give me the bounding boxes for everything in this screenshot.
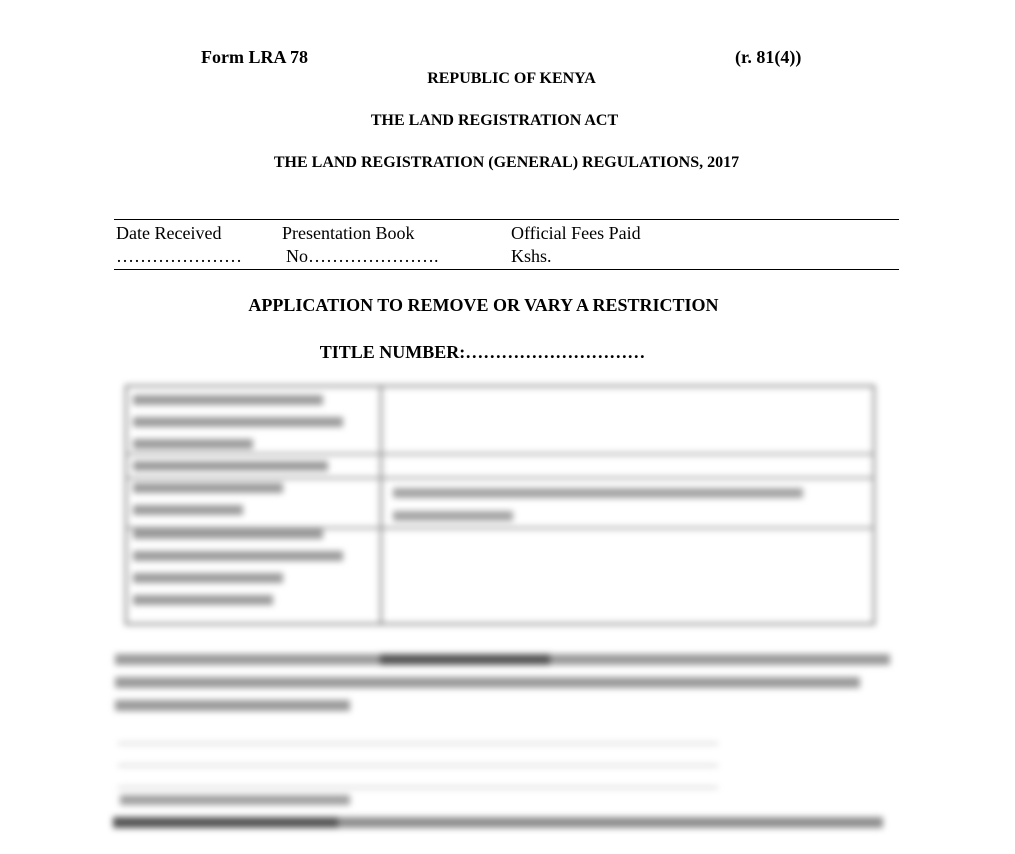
presentation-book-label: Presentation Book [282, 223, 415, 243]
title-number: TITLE NUMBER:………………………… [319, 342, 646, 362]
smudge-block [133, 389, 343, 617]
top-rule [114, 219, 899, 220]
smudge-bold [380, 654, 550, 665]
regulations-heading: THE LAND REGISTRATION (GENERAL) REGULATIONS, 2017 [273, 154, 740, 171]
application-title: APPLICATION TO REMOVE OR VARY A RESTRICTION [248, 295, 719, 315]
official-fees-label: Official Fees Paid [511, 223, 641, 243]
presentation-book-number: No…………………. [286, 246, 439, 266]
republic-heading: REPUBLIC OF KENYA [427, 70, 596, 87]
rule-reference: (r. 81(4)) [735, 47, 802, 67]
form-number: Form LRA 78 [201, 47, 308, 67]
blurred-form-body [0, 372, 1015, 854]
official-fees-currency: Kshs. [511, 246, 552, 266]
table-divider [380, 385, 382, 625]
act-heading: THE LAND REGISTRATION ACT [370, 112, 619, 129]
smudge-block [393, 488, 803, 521]
date-received-dots: ………………… [116, 246, 242, 266]
smudge-bold [113, 817, 338, 828]
blank-lines [118, 722, 718, 790]
smudge-block [120, 795, 350, 805]
bottom-rule [114, 269, 899, 270]
date-received-label: Date Received [116, 223, 222, 243]
